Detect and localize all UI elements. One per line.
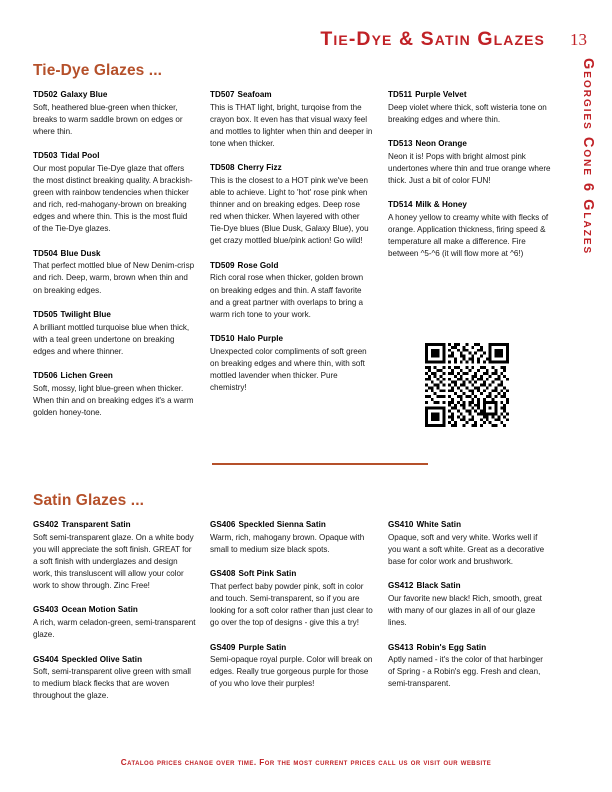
glaze-description: That perfect baby powder pink, soft in color and touch. Semi-transparent, so if you are looking for a soft color rather than just clear to go over the top of designs - give this a try! [210,581,373,627]
glaze-name: Cherry Fizz [237,163,282,173]
section-heading-tie-dye: Tie-Dye Glazes ... [33,62,163,79]
tie-dye-column-3 [388,89,551,260]
glaze-entry-title [33,248,196,260]
glaze-entry-title [33,604,196,616]
glaze-entry [388,580,551,629]
glaze-entry-title [388,89,551,101]
glaze-name: Blue Dusk [60,248,101,258]
qr-code[interactable] [425,343,509,427]
glaze-code: TD504 [33,248,58,258]
glaze-description: Neon it is! Pops with bright almost pink undertones where thin and true orange where thick. Just a bit of color FUN! [388,151,551,185]
glaze-code: GS408 [210,569,236,579]
glaze-description: Unexpected color compliments of soft green on breaking edges and where thin, with soft mottled lavender when thicker. Pure chemistry! [210,346,367,393]
glaze-entry [33,519,196,592]
glaze-description: Our favorite new black! Rich, smooth, great with many of our glazes in all of our glaze lines. [388,593,542,627]
glaze-entry-title [210,519,373,531]
glaze-code: TD509 [210,260,235,270]
glaze-entry [388,519,551,568]
glaze-name: Transparent Satin [61,520,131,529]
glaze-entry-title [33,150,196,162]
glaze-code: TD506 [33,371,58,381]
glaze-name: White Satin [416,520,462,529]
glaze-name: Ocean Motion Satin [61,605,138,615]
glaze-description: Soft, heathered blue-green when thicker, breaks to warm saddle brown on edges or where thin. [33,102,183,136]
page-footer [0,752,612,770]
tie-dye-column-2 [210,89,373,394]
glaze-entry-title [210,89,373,101]
glaze-entry-title [210,642,373,654]
glaze-name: Tidal Pool [60,151,100,161]
page-header [0,28,612,58]
glaze-code: TD511 [388,90,413,99]
section-heading-satin: Satin Glazes ... [33,492,145,509]
footer-text: Catalog prices change over time. For the most current prices call us or visit our website [120,758,492,767]
glaze-name: Rose Gold [237,260,279,270]
glaze-code: TD508 [210,163,235,173]
glaze-code: GS409 [210,642,236,652]
glaze-description: Aptly named - it's the color of that harbinger of Spring - a Robin's egg. Fresh and clean, semi-transparent. [388,655,543,689]
glaze-description: A rich, warm celadon-green, semi-transparent glaze. [33,617,196,640]
glaze-entry-title [210,260,373,272]
glaze-code: TD503 [33,151,58,161]
glaze-name: Speckled Olive Satin [61,654,143,664]
glaze-code: TD513 [388,139,413,149]
glaze-entry [388,138,551,187]
glaze-entry-title [33,519,196,531]
glaze-entry [388,642,551,691]
glaze-entry [33,604,196,641]
qr-code-image [425,343,509,427]
glaze-name: Purple Velvet [415,90,467,99]
glaze-description: Soft, semi-transparent olive green with small to medium black flecks that are woven throughout the glaze. [33,667,191,701]
glaze-name: Soft Pink Satin [238,569,297,579]
glaze-name: Speckled Sienna Satin [238,520,326,529]
side-tab-label: Georgies Cone 6 Glazes [580,58,596,256]
satin-column-2 [210,519,373,690]
glaze-name: Robin's Egg Satin [416,642,487,652]
glaze-description: That perfect mottled blue of New Denim-crisp and rich. Deep, warm, brown when thin and on breaking edges. [33,261,195,295]
glaze-description: Opaque, soft and very white. Works well if you want a soft white. Great as a decorative base for color work and brushwork. [388,532,545,566]
glaze-entry-title [388,642,551,654]
glaze-description: Semi-opaque royal purple. Color will break on edges. Really true gorgeous purple for those of you who love their purples! [210,655,373,689]
page-number: 13 [570,30,587,49]
glaze-entry [210,642,373,691]
glaze-entry [33,150,196,235]
glaze-name: Black Satin [416,581,461,591]
glaze-name: Purple Satin [238,642,287,652]
glaze-code: GS404 [33,654,59,664]
glaze-description: This is the closest to a HOT pink we've been able to achieve. Light to 'hot' rose pink when thinner and on breaking edges. Deep rose red when thicker. When layered with other Tie-Dye blues (Blue Dusk, Galaxy Blue), you get crazy mottled blue/pink action! Go wild! [210,175,369,246]
glaze-entry [33,370,196,419]
glaze-entry-title [33,654,196,666]
glaze-code: GS402 [33,520,59,529]
glaze-code: GS410 [388,520,414,529]
glaze-entry [388,199,551,260]
glaze-entry [210,260,373,321]
glaze-entry [33,89,196,138]
glaze-code: GS412 [388,581,414,591]
glaze-description: Our most popular Tie-Dye glaze that offers the most distinct breaking quality. A brackish-green with rainbow tendencies when thicker and rich, red-mahogany-brown on breaking edges and where thin. This is the most fluid of the Tie-Dye glazes. [33,163,193,234]
glaze-entry-title [388,138,551,150]
glaze-entry-title [33,309,196,321]
glaze-name: Galaxy Blue [60,90,108,99]
glaze-entry-title [388,199,551,211]
glaze-description: Rich coral rose when thicker, golden brown on breaking edges and thin. A staff favorite and a great partner with overlaps to bring a warm rich tone to your work. [210,273,364,319]
glaze-entry [210,333,373,394]
satin-column-3 [388,519,551,690]
glaze-entry-title [388,580,551,592]
glaze-code: TD505 [33,310,58,320]
glaze-description: This is THAT light, bright, turqoise from the crayon box. It even has that visual waxy feel and mottles to lighter when thin and deeper in tone when thicker. [210,102,373,148]
glaze-description: Soft semi-transparent glaze. On a white body you will appreciate the soft finish. GREAT for a soft finish with underglazes and design work, this transluscent will allow your color work to show through. Zinc Free! [33,532,194,590]
glaze-entry-title [210,162,373,174]
glaze-code: TD510 [210,334,235,344]
glaze-entry [388,89,551,126]
satin-column-1 [33,519,196,702]
glaze-entry-title [33,370,196,382]
glaze-name: Lichen Green [60,371,113,381]
glaze-entry [210,162,373,247]
glaze-code: TD514 [388,200,413,210]
glaze-name: Twilight Blue [60,310,111,320]
side-tab [566,58,606,370]
glaze-entry-title [210,568,373,580]
page-title: Tie-Dye & Satin Glazes [320,28,545,50]
glaze-code: GS403 [33,605,59,615]
section-divider [212,463,428,465]
glaze-code: GS406 [210,520,236,529]
glaze-name: Seafoam [237,90,272,99]
glaze-entry-title [33,89,196,101]
glaze-name: Neon Orange [415,139,467,149]
glaze-entry [33,654,196,703]
glaze-description: Deep violet where thick, soft wisteria tone on breaking edges and where thin. [388,102,547,124]
glaze-entry [33,248,196,297]
glaze-description: Soft, mossy, light blue-green when thicker. When thin and on breaking edges it's a warm golden honey-tone. [33,383,194,418]
glaze-description: A honey yellow to creamy white with flecks of orange. Application thickness, firing speed & temperature all make a difference. Fire between ^5-^6 (it will flow more at ^6!) [388,212,549,259]
glaze-name: Halo Purple [237,334,284,344]
glaze-code: GS413 [388,642,414,652]
glaze-entry [210,568,373,629]
glaze-name: Milk & Honey [415,200,467,210]
glaze-entry-title [388,519,551,531]
glaze-entry [33,309,196,358]
glaze-code: TD507 [210,90,235,99]
tie-dye-column-1 [33,89,196,419]
glaze-description: A brilliant mottled turquoise blue when thick, with a teal green undertone on breaking edges and where thinner. [33,322,190,356]
glaze-entry [210,89,373,150]
glaze-entry [210,519,373,556]
glaze-description: Warm, rich, mahogany brown. Opaque with small to medium size black spots. [210,532,365,554]
glaze-code: TD502 [33,90,58,99]
glaze-entry-title [210,333,373,345]
